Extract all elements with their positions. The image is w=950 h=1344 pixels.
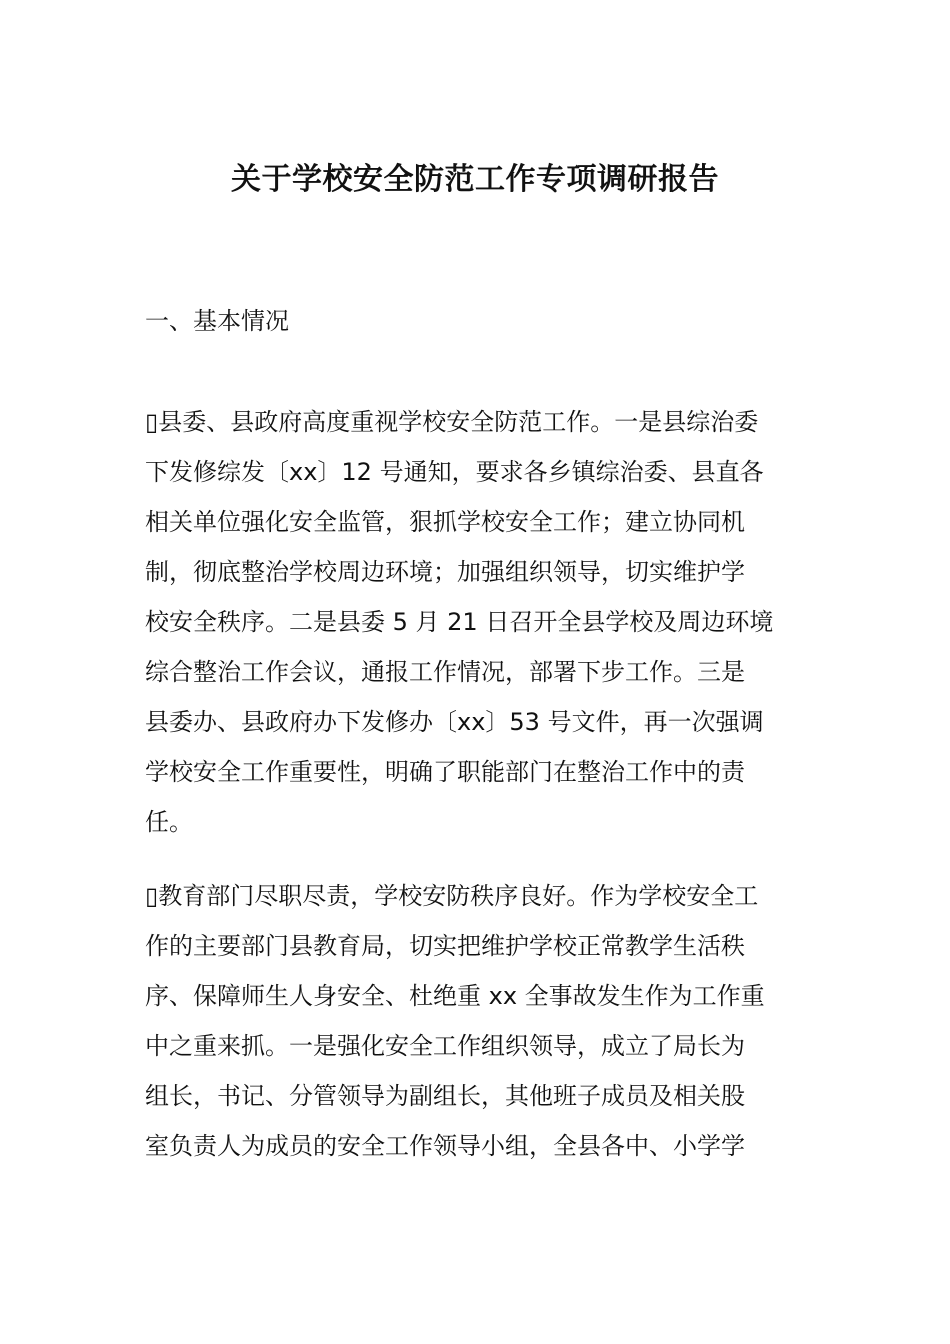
section-heading: 一、基本情况 bbox=[145, 307, 289, 335]
paragraph-line: 任。 bbox=[145, 808, 193, 836]
paragraph-line: ▯教育部门尽职尽责，学校安防秩序良好。作为学校安全工 bbox=[145, 882, 759, 910]
paragraph-line: 中之重来抓。一是强化安全工作组织领导，成立了局长为 bbox=[145, 1032, 745, 1060]
document-title: 关于学校安全防范工作专项调研报告 bbox=[231, 162, 719, 197]
paragraph-line: 下发修综发〔xx〕12 号通知，要求各乡镇综治委、县直各 bbox=[145, 458, 764, 486]
paragraph-line: 作的主要部门县教育局，切实把维护学校正常教学生活秩 bbox=[145, 932, 745, 960]
paragraph-line: 学校安全工作重要性，明确了职能部门在整治工作中的责 bbox=[145, 758, 745, 786]
paragraph-line: 序、保障师生人身安全、杜绝重 xx 全事故发生作为工作重 bbox=[145, 982, 765, 1010]
paragraph-line: 相关单位强化安全监管，狠抓学校安全工作；建立协同机 bbox=[145, 508, 745, 536]
paragraph-line: 室负责人为成员的安全工作领导小组，全县各中、小学学 bbox=[145, 1132, 745, 1160]
paragraph-2 bbox=[145, 871, 809, 1171]
paragraph-1 bbox=[145, 397, 809, 847]
paragraph-line: 县委办、县政府办下发修办〔xx〕53 号文件，再一次强调 bbox=[145, 708, 764, 736]
paragraph-line: ▯县委、县政府高度重视学校安全防范工作。一是县综治委 bbox=[145, 408, 759, 436]
paragraph-line: 制，彻底整治学校周边环境；加强组织领导，切实维护学 bbox=[145, 558, 745, 586]
paragraph-line: 组长，书记、分管领导为副组长，其他班子成员及相关股 bbox=[145, 1082, 745, 1110]
paragraph-line: 综合整治工作会议，通报工作情况，部署下步工作。三是 bbox=[145, 658, 745, 686]
paragraph-line: 校安全秩序。二是县委 5 月 21 日召开全县学校及周边环境 bbox=[145, 608, 774, 636]
